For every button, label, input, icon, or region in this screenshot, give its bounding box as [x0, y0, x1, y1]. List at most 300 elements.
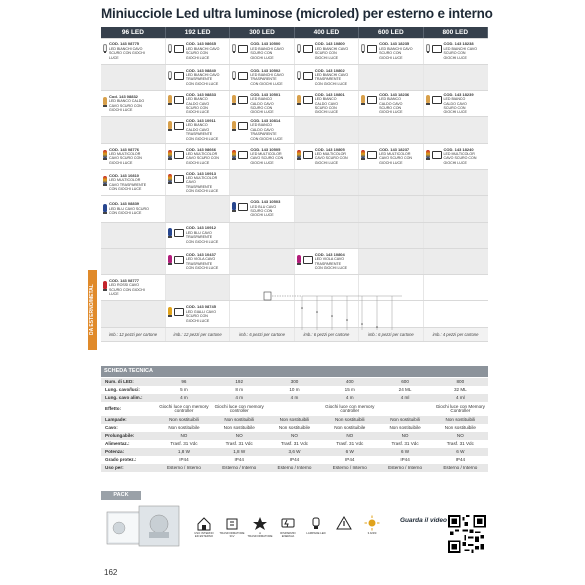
spec-value: 4 ml: [433, 394, 488, 402]
spec-value: 8 m: [235, 386, 244, 392]
product-cell[interactable]: [423, 38, 487, 64]
product-code: COD. 143 10911: [185, 118, 216, 124]
spec-row: [101, 386, 488, 394]
qr-code-icon[interactable]: [448, 515, 486, 553]
product-description: LED BIANCHI CAVO SCURO CON GIOCHI LUCE: [185, 46, 220, 60]
product-cell: [230, 222, 294, 248]
led-bulb-icon: [103, 176, 107, 184]
led-bulb-icon: [168, 174, 172, 182]
table-row: [101, 64, 488, 90]
watch-video-label: Guarda il video: [400, 517, 447, 524]
package-icon: [432, 96, 442, 104]
package-icon: [303, 72, 313, 80]
product-description: LED BIANCO CALDO CAVO TRASPARENTE CON GIOCHI LUCE: [250, 123, 283, 141]
spec-value: IP44: [234, 456, 244, 462]
spec-value: Non sostituibile: [389, 424, 421, 430]
product-cell: [359, 248, 423, 274]
led-bulb-icon: [297, 44, 301, 52]
spec-value: Giochi luce con memory controller: [159, 403, 209, 413]
pack-quantity: imb.: 12 pezzi per cartone: [101, 327, 165, 341]
product-code: COD. 143 10800: [314, 41, 345, 47]
product-description: LED MULTICOLOR CAVO SCURO CON GIOCHI LUCE: [379, 151, 413, 165]
product-code: COD. 143 10814: [250, 118, 281, 124]
product-description: LED MULTICOLOR CAVO SCURO CON GIOCHI LUCE: [250, 151, 284, 165]
package-icon: [303, 96, 313, 104]
product-cell[interactable]: [230, 64, 294, 90]
product-cell[interactable]: [359, 38, 423, 64]
package-icon: [174, 122, 184, 130]
product-code: COD. 143 08665: [185, 41, 216, 47]
led-bulb-icon: [103, 97, 107, 105]
product-description: LED BIANCO CALDO CAVO SCURO CON GIOCHI LUCE: [109, 99, 145, 113]
product-description: LED VIOLA CAVO TRASPARENTE CON GIOCHI LUCE: [314, 257, 348, 270]
led-bulb-icon: [232, 71, 236, 79]
product-cell: [423, 248, 487, 274]
led-bulb-icon: [168, 255, 172, 263]
led-bulb-icon: [426, 44, 430, 52]
spec-label: Num. di LED:: [101, 378, 156, 386]
spec-title: SCHEDA TECNICA: [101, 366, 488, 377]
led-bulb-icon: [297, 255, 301, 263]
package-icon: [367, 96, 377, 104]
spec-label: Lung. cavo/luci:: [105, 386, 140, 392]
product-code: COD. 143 10437: [185, 251, 216, 257]
spec-value: Esterno / Interno: [212, 464, 267, 472]
product-code: COD. 143 08775: [109, 41, 140, 47]
spec-row: [101, 378, 488, 386]
product-cell[interactable]: [165, 117, 229, 143]
spec-value: Trasf. 31 Vdc: [336, 440, 364, 446]
spec-label: Prolungabile:: [101, 432, 156, 440]
package-icon: [174, 256, 184, 264]
certification-caption: 3 ANNI: [367, 531, 377, 535]
certification-caption: USO INTERNO ED ESTERNO: [194, 531, 214, 539]
product-cell: [359, 64, 423, 90]
spec-value: IP44: [179, 456, 189, 462]
spec-value: 4 m: [322, 394, 377, 402]
spec-value: 600: [377, 378, 432, 386]
spec-value: 5 m: [180, 386, 188, 392]
page-title: Miniucciole Led ultra luminose (microled) per esterno e interno: [101, 6, 493, 21]
spec-value: Non sostituibile: [334, 424, 366, 430]
spec-value: Giochi luce con Memory Controller: [435, 403, 485, 413]
spec-value: NO: [322, 432, 377, 440]
table-row: [101, 222, 488, 248]
spec-value: [377, 402, 432, 416]
led-bulb-icon: [297, 95, 301, 103]
column-header: 600 LED: [359, 27, 423, 38]
product-cell[interactable]: [165, 143, 229, 169]
product-code: COD. 143 08839: [109, 201, 140, 207]
product-cell: [423, 196, 487, 222]
led-bulb-icon: [168, 150, 172, 158]
product-cell[interactable]: [230, 117, 294, 143]
product-cell[interactable]: [101, 169, 165, 195]
product-cell[interactable]: [165, 222, 229, 248]
led-bulb-icon: [232, 95, 236, 103]
spec-value: 800: [433, 378, 488, 386]
spec-value: NO: [212, 432, 267, 440]
spec-value: Non sostituibili: [156, 416, 211, 424]
certification-badge: [305, 515, 327, 535]
spec-label: Cavo:: [105, 424, 118, 430]
spec-value: 6 W: [322, 448, 377, 456]
ip44-icon: [252, 515, 268, 531]
package-icon: [174, 229, 184, 237]
product-code: COD. 143 08840: [185, 67, 216, 73]
package-icon: [174, 45, 184, 53]
led-bulb-icon: [168, 95, 172, 103]
product-cell: [101, 301, 165, 327]
certification-badge: [277, 515, 299, 538]
spec-value: Non sostituibile: [444, 424, 476, 430]
product-cell: [294, 169, 358, 195]
product-cell[interactable]: [230, 38, 294, 64]
product-cell: [423, 275, 487, 301]
product-cell[interactable]: [294, 143, 358, 169]
spec-row: [101, 424, 488, 432]
product-cell[interactable]: [359, 143, 423, 169]
led-bulb-icon: [232, 44, 236, 52]
package-icon: [238, 96, 248, 104]
product-cell[interactable]: [101, 143, 165, 169]
product-cell[interactable]: [230, 196, 294, 222]
product-cell: [101, 248, 165, 274]
spec-value: Esterno / Interno: [322, 464, 377, 472]
product-code: Cod. 143 08832: [109, 93, 138, 99]
spec-row: [101, 448, 488, 456]
spec-value: NO: [433, 432, 488, 440]
product-code: COD. 143 18239: [443, 91, 474, 97]
product-cell[interactable]: [165, 64, 229, 90]
led-bulb-icon: [232, 202, 236, 210]
spec-value: 15 m: [344, 386, 355, 392]
warning-icon: [336, 515, 352, 531]
table-row: [101, 143, 488, 169]
package-icon: [174, 151, 184, 159]
led-bulb-icon: [103, 44, 107, 52]
product-cell: [294, 196, 358, 222]
spec-label: Grado protez.:: [105, 456, 137, 462]
product-description: LED BIANCHI CAVO SCURO CON GIOCHI LUCE: [443, 46, 478, 60]
spec-value: 1,8 W: [156, 448, 211, 456]
spec-value: 96: [156, 378, 211, 386]
pack-quantity: imb.: 4 pezzi per cartone: [423, 327, 487, 341]
spec-value: IP44: [345, 456, 355, 462]
spec-value: Trasf. 31 Vdc: [391, 440, 419, 446]
spec-value: IP44: [400, 456, 410, 462]
package-icon: [174, 175, 184, 183]
product-cell[interactable]: [165, 169, 229, 195]
product-code: COD. 143 10810: [109, 172, 140, 178]
product-cell: [101, 117, 165, 143]
spec-value: [267, 402, 322, 416]
spec-value: 32 ML: [453, 386, 467, 392]
product-description: LED BIANCHI CAVO SCURO CON GIOCHI LUCE: [109, 46, 145, 60]
product-description: LED BIANCHI CAVO TRASPARENTE CON GIOCHI LUCE: [314, 73, 349, 86]
product-description: LED BIANCHI CAVO SCURO CON GIOCHI LUCE: [250, 46, 284, 60]
led-bulb-icon: [232, 150, 236, 158]
product-cell: [101, 64, 165, 90]
product-cell: [165, 275, 229, 301]
side-tab: DA ESTERNO/METAL: [88, 270, 97, 350]
table-row: [101, 248, 488, 274]
product-cell: [423, 222, 487, 248]
product-cell[interactable]: [101, 275, 165, 301]
column-header: 96 LED: [101, 27, 165, 38]
spec-row: [101, 456, 488, 464]
package-icon: [303, 151, 313, 159]
led-bulb-icon: [103, 150, 107, 158]
led-bulb-icon: [361, 44, 365, 52]
led-bulb-icon: [168, 121, 172, 129]
product-code: COD. 143 10804: [314, 251, 345, 257]
package-icon: [238, 151, 248, 159]
product-cell[interactable]: [294, 91, 358, 117]
product-cell: [165, 196, 229, 222]
spec-label: Alimentaz.:: [105, 440, 130, 446]
package-icon: [432, 45, 442, 53]
package-icon: [174, 96, 184, 104]
product-description: LED BIANCHI CAVO TRASPARENTE CON GIOCHI LUCE: [185, 73, 220, 86]
product-description: LED MULTICOLOR CAVO SCURO CON GIOCHI LUCE: [185, 151, 219, 165]
lamp-icon: [308, 515, 324, 531]
package-icon: [238, 45, 248, 53]
spec-value: Non sostituibile: [168, 424, 200, 430]
certification-badge: [333, 515, 355, 532]
product-cell[interactable]: [101, 91, 165, 117]
product-code: COD. 143 18235: [379, 41, 410, 47]
product-description: LED MULTICOLOR CAVO TRASPARENTE CON GIOCHI LUCE: [185, 176, 219, 194]
column-header: 300 LED: [230, 27, 294, 38]
product-code: COD. 143 10503: [250, 199, 281, 205]
column-header: 400 LED: [294, 27, 358, 38]
product-description: LED MULTICOLOR CAVO TRASPARENTE CON GIOCHI LUCE: [109, 178, 147, 192]
product-cell: [359, 222, 423, 248]
spec-value: Non sostituibili: [433, 416, 488, 424]
spec-label: Lampade:: [101, 416, 156, 424]
table-row: [101, 117, 488, 143]
spec-value: 4 ml: [377, 394, 432, 402]
spec-value: Non sostituibili: [322, 416, 377, 424]
led-bulb-icon: [232, 121, 236, 129]
sun-icon: [364, 515, 380, 531]
transformer-icon: [224, 515, 240, 531]
product-description: LED MULTICOLOR CAVO SCURO CON GIOCHI LUCE: [109, 151, 142, 165]
product-code: COD. 143 08776: [109, 146, 140, 152]
certification-caption: A TRASFORMATORE: [247, 531, 273, 539]
product-code: COD. 143 10505: [250, 146, 281, 152]
spec-label: Lung. cavo alim.:: [101, 394, 156, 402]
product-cell: [294, 222, 358, 248]
certification-caption: RISPARMIO ENERGIA: [280, 531, 296, 539]
product-code: COD. 143 10502: [250, 67, 281, 73]
spec-label: Effetto:: [105, 405, 122, 411]
pack-quantity: imb.: 12 pezzi per cartone: [165, 327, 229, 341]
product-cell[interactable]: [165, 248, 229, 274]
pack-label: PACK: [101, 491, 141, 500]
package-icon: [367, 45, 377, 53]
product-description: LED BIANCHI CAVO TRASPARENTE CON GIOCHI LUCE: [250, 73, 284, 86]
product-cell[interactable]: [294, 64, 358, 90]
product-code: COD. 143 10912: [185, 225, 216, 231]
package-icon: [238, 203, 248, 211]
led-bulb-icon: [168, 71, 172, 79]
package-icon: [303, 45, 313, 53]
led-bulb-icon: [361, 150, 365, 158]
spec-table: [101, 378, 488, 472]
product-description: LED BLU CAVO TRASPARENTE CON GIOCHI LUCE: [185, 230, 219, 244]
led-bulb-icon: [361, 95, 365, 103]
product-code: COD. 143 08777: [109, 278, 140, 283]
spec-row: [101, 402, 488, 416]
product-cell[interactable]: [165, 91, 229, 117]
led-bulb-icon: [103, 281, 107, 289]
product-cell: [423, 169, 487, 195]
pack-quantity: imb.: 6 pezzi per cartone: [359, 327, 423, 341]
product-code: COD. 143 10500: [250, 41, 281, 47]
product-cell[interactable]: [165, 38, 229, 64]
package-icon: [432, 151, 442, 159]
spec-row: [101, 440, 488, 448]
product-code: COD. 143 10501: [250, 91, 281, 97]
led-bulb-icon: [168, 307, 172, 315]
certification-badge: [361, 515, 383, 535]
spec-value: Non sostituibili: [267, 416, 322, 424]
product-code: COD. 143 08745: [185, 304, 216, 310]
product-cell[interactable]: [101, 38, 165, 64]
product-code: COD. 143 18238: [443, 41, 474, 47]
product-cell[interactable]: [165, 301, 229, 327]
spec-value: 192: [212, 378, 267, 386]
spec-value: Giochi luce con memory controller: [325, 403, 375, 413]
product-cell: [101, 222, 165, 248]
column-header: 192 LED: [165, 27, 229, 38]
page-number: 162: [104, 568, 118, 577]
spec-value: Esterno / Interno: [156, 464, 211, 472]
product-cell: [230, 248, 294, 274]
product-cell: [423, 301, 487, 327]
certification-badge: [221, 515, 243, 538]
package-icon: [367, 151, 377, 159]
spec-value: Non sostituibili: [212, 416, 267, 424]
table-row: [101, 169, 488, 195]
spec-row: [101, 432, 488, 440]
product-description: LED BIANCHI CAVO SCURO CON GIOCHI LUCE: [379, 46, 413, 60]
spec-value: 400: [322, 378, 377, 386]
spec-value: NO: [267, 432, 322, 440]
led-bulb-icon: [103, 204, 107, 212]
spec-row: [101, 416, 488, 424]
product-cell[interactable]: [230, 91, 294, 117]
product-code: COD. 143 10802: [314, 67, 345, 73]
spec-value: 4 m: [267, 394, 322, 402]
spec-label: Potenza:: [101, 448, 156, 456]
spec-value: Non sostituibile: [278, 424, 311, 430]
spec-label: Uso per:: [101, 464, 156, 472]
led-bulb-icon: [297, 150, 301, 158]
table-row: [101, 91, 488, 117]
column-header: 800 LED: [423, 27, 487, 38]
product-description: LED GIALLI CAVO SCURO CON GIOCHI LUCE: [185, 309, 216, 323]
table-row: [101, 38, 488, 64]
spec-value: 3,6 W: [267, 448, 322, 456]
product-description: LED BIANCO CALDO CAVO TRASPARENTE CON GIOCHI LUCE: [185, 123, 219, 141]
product-description: LED VIOLA CAVO TRASPARENTE CON GIOCHI LUCE: [185, 257, 219, 270]
product-cell: [423, 64, 487, 90]
spec-value: Giochi luce con memory controller: [214, 403, 264, 413]
product-cell: [359, 169, 423, 195]
spec-value: IP44: [289, 456, 300, 462]
product-cell[interactable]: [294, 248, 358, 274]
package-icon: [238, 72, 248, 80]
package-icon: [174, 72, 184, 80]
spec-value: 4 m: [212, 394, 267, 402]
spec-value: Trasf. 31 Vdc: [170, 440, 198, 446]
certification-caption: TRASFORMATORE 31V: [219, 531, 245, 539]
table-row: [101, 196, 488, 222]
product-description: LED ROSSI CAVO SCURO CON GIOCHI LUCE: [109, 283, 145, 297]
product-cell[interactable]: [230, 143, 294, 169]
spec-value: Esterno / Interno: [377, 464, 432, 472]
spec-value: NO: [156, 432, 211, 440]
product-code: COD. 143 08666: [185, 146, 216, 152]
product-code: COD. 143 08833: [185, 91, 216, 97]
product-code: COD. 143 10805: [314, 146, 345, 152]
spec-value: Non sostituibile: [223, 424, 255, 430]
spec-row: [101, 464, 488, 472]
spec-value: 4 m: [156, 394, 211, 402]
spec-value: 6 W: [377, 448, 432, 456]
spec-value: 300: [267, 378, 322, 386]
product-description: LED BIANCO CALDO CAVO SCURO CON GIOCHI LUCE: [314, 97, 339, 115]
package-icon: [303, 256, 313, 264]
product-code: COD. 143 10801: [314, 91, 345, 97]
product-description: LED BIANCO CALDO CAVO SCURO CON GIOCHI LUCE: [443, 97, 467, 115]
product-cell[interactable]: [101, 196, 165, 222]
product-description: LED MULTICOLOR CAVO SCURO CON GIOCHI LUCE: [443, 151, 477, 165]
led-bulb-icon: [426, 95, 430, 103]
product-cell[interactable]: [423, 143, 487, 169]
led-bulb-icon: [297, 71, 301, 79]
package-icon: [174, 308, 184, 316]
product-cell: [359, 117, 423, 143]
spec-value: Trasf. 31 Vdc: [225, 440, 253, 446]
product-cell[interactable]: [294, 38, 358, 64]
product-description: LED BIANCO CALDO CAVO SCURO CON GIOCHI LUCE: [379, 97, 403, 115]
spec-row: [101, 394, 488, 402]
energy-icon: [280, 515, 296, 531]
pack-quantity: imb.: 6 pezzi per cartone: [294, 327, 358, 341]
product-cell[interactable]: [423, 91, 487, 117]
product-description: LED MULTICOLOR CAVO SCURO CON GIOCHI LUCE: [314, 151, 348, 165]
product-code: COD. 143 18240: [443, 146, 474, 152]
led-bulb-icon: [426, 150, 430, 158]
product-cell[interactable]: [359, 91, 423, 117]
led-bulb-icon: [168, 44, 172, 52]
spec-value: Esterno / Interno: [433, 464, 488, 472]
spec-value: Non sostituibili: [377, 416, 432, 424]
led-bulb-icon: [168, 228, 172, 236]
certification-badge: [249, 515, 271, 538]
certification-badge: [193, 515, 215, 538]
package-photo: [101, 502, 187, 554]
dimension-diagram: [262, 290, 412, 340]
product-cell: [423, 117, 487, 143]
pack-quantity: imb.: 6 pezzi per cartone: [230, 327, 294, 341]
package-icon: [238, 122, 248, 130]
spec-value: IP44: [455, 456, 466, 462]
